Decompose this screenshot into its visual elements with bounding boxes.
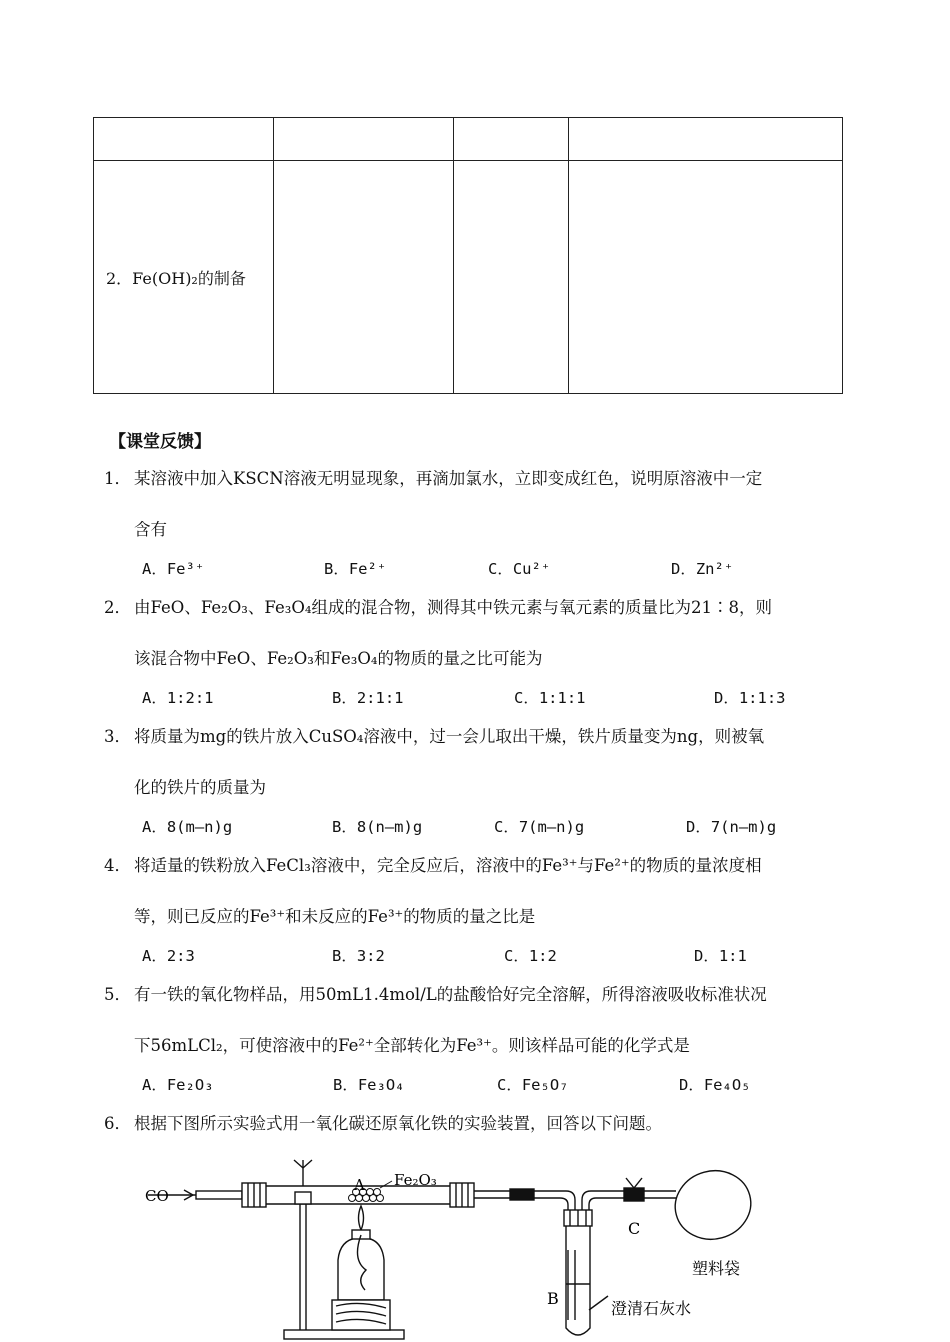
option-d: D．1:1 bbox=[694, 947, 747, 965]
option-b: B．2:1:1 bbox=[332, 689, 404, 707]
question-text: 根据下图所示实验式用一氧化碳还原氧化铁的实验装置，回答以下问题。 bbox=[134, 1114, 662, 1133]
question-number: 5． bbox=[104, 985, 131, 1004]
question-text: 将适量的铁粉放入FeCl₃溶液中，完全反应后，溶液中的Fe³⁺与Fe²⁺的物质的量浓度相 bbox=[134, 856, 762, 875]
option-d: D．Zn²⁺ bbox=[671, 560, 734, 578]
question-5 bbox=[104, 985, 767, 1005]
option-a: A．8(m—n)g bbox=[142, 818, 233, 836]
question-number: 6． bbox=[104, 1114, 131, 1133]
table-cell bbox=[454, 161, 569, 394]
pinch-clamp bbox=[624, 1188, 644, 1201]
question-3 bbox=[104, 727, 764, 747]
option-c: C．1:1:1 bbox=[514, 689, 586, 707]
table-cell bbox=[569, 118, 843, 161]
table-cell bbox=[454, 118, 569, 161]
plastic-bag bbox=[667, 1162, 758, 1247]
test-tube bbox=[566, 1224, 590, 1335]
option-b: B．8(n—m)g bbox=[332, 818, 423, 836]
option-d: D．Fe₄O₅ bbox=[679, 1076, 751, 1094]
apparatus-diagram bbox=[0, 1140, 950, 1342]
question-text: 将质量为mg的铁片放入CuSO₄溶液中，过一会儿取出干燥，铁片质量变为ng，则被氧 bbox=[134, 727, 765, 746]
label-bag: 塑料袋 bbox=[692, 1259, 741, 1278]
question-text: 有一铁的氧化物样品，用50mL1.4mol/L的盐酸恰好完全溶解，所得溶液吸收标准状况 bbox=[134, 985, 767, 1004]
question-text: 某溶液中加入KSCN溶液无明显现象，再滴加氯水，立即变成红色，说明原溶液中一定 bbox=[134, 469, 763, 488]
table-cell bbox=[274, 118, 454, 161]
label-a: A bbox=[354, 1176, 365, 1194]
question-1 bbox=[104, 469, 762, 489]
question-continuation: 等，则已反应的Fe³⁺和未反应的Fe³⁺的物质的量之比是 bbox=[134, 907, 536, 926]
question-4 bbox=[104, 856, 762, 876]
option-c: C．7(m—n)g bbox=[494, 818, 585, 836]
option-c: C．Cu²⁺ bbox=[488, 560, 551, 578]
question-number: 1． bbox=[104, 469, 131, 488]
inlet-tube bbox=[196, 1191, 242, 1199]
question-continuation: 含有 bbox=[134, 520, 167, 539]
option-b: B．Fe²⁺ bbox=[324, 560, 387, 578]
label-fe2o3: Fe₂O₃ bbox=[394, 1171, 437, 1189]
question-continuation: 该混合物中FeO、Fe₂O₃和Fe₃O₄的物质的量之比可能为 bbox=[134, 649, 543, 668]
question-continuation: 下56mLCl₂，可使溶液中的Fe²⁺全部转化为Fe³⁺。则该样品可能的化学式是 bbox=[134, 1036, 690, 1055]
experiment-table bbox=[93, 117, 843, 394]
table-cell bbox=[569, 161, 843, 394]
question-2 bbox=[104, 598, 772, 618]
question-6 bbox=[104, 1114, 662, 1134]
section-heading: 【课堂反馈】 bbox=[109, 432, 211, 452]
option-b: B．3:2 bbox=[332, 947, 385, 965]
option-a: A．Fe₂O₃ bbox=[142, 1076, 214, 1094]
question-number: 4． bbox=[104, 856, 131, 875]
label-limewater: 澄清石灰水 bbox=[611, 1299, 692, 1318]
option-a: A．1:2:1 bbox=[142, 689, 214, 707]
alcohol-lamp bbox=[338, 1238, 384, 1300]
rubber-connector bbox=[510, 1189, 534, 1200]
option-c: C．1:2 bbox=[504, 947, 557, 965]
table-row-label: 2．Fe(OH)₂的制备 bbox=[94, 161, 274, 394]
label-b: B bbox=[547, 1289, 559, 1308]
option-b: B．Fe₃O₄ bbox=[333, 1076, 405, 1094]
question-text: 由FeO、Fe₂O₃、Fe₃O₄组成的混合物，测得其中铁元素与氧元素的质量比为21∶8，则 bbox=[134, 598, 772, 617]
option-d: D．1:1:3 bbox=[714, 689, 786, 707]
question-number: 2． bbox=[104, 598, 131, 617]
option-c: C．Fe₅O₇ bbox=[497, 1076, 569, 1094]
table-header-row bbox=[94, 118, 843, 161]
stand-base bbox=[284, 1330, 404, 1339]
question-continuation: 化的铁片的质量为 bbox=[134, 778, 266, 797]
flame-icon bbox=[359, 1206, 364, 1230]
label-c: C bbox=[628, 1219, 641, 1238]
question-number: 3． bbox=[104, 727, 131, 746]
option-a: A．2:3 bbox=[142, 947, 195, 965]
table-row bbox=[94, 161, 843, 394]
option-a: A．Fe³⁺ bbox=[142, 560, 205, 578]
co-label: CO bbox=[145, 1187, 169, 1205]
table-cell bbox=[274, 161, 454, 394]
table-cell bbox=[94, 118, 274, 161]
option-d: D．7(n—m)g bbox=[686, 818, 777, 836]
